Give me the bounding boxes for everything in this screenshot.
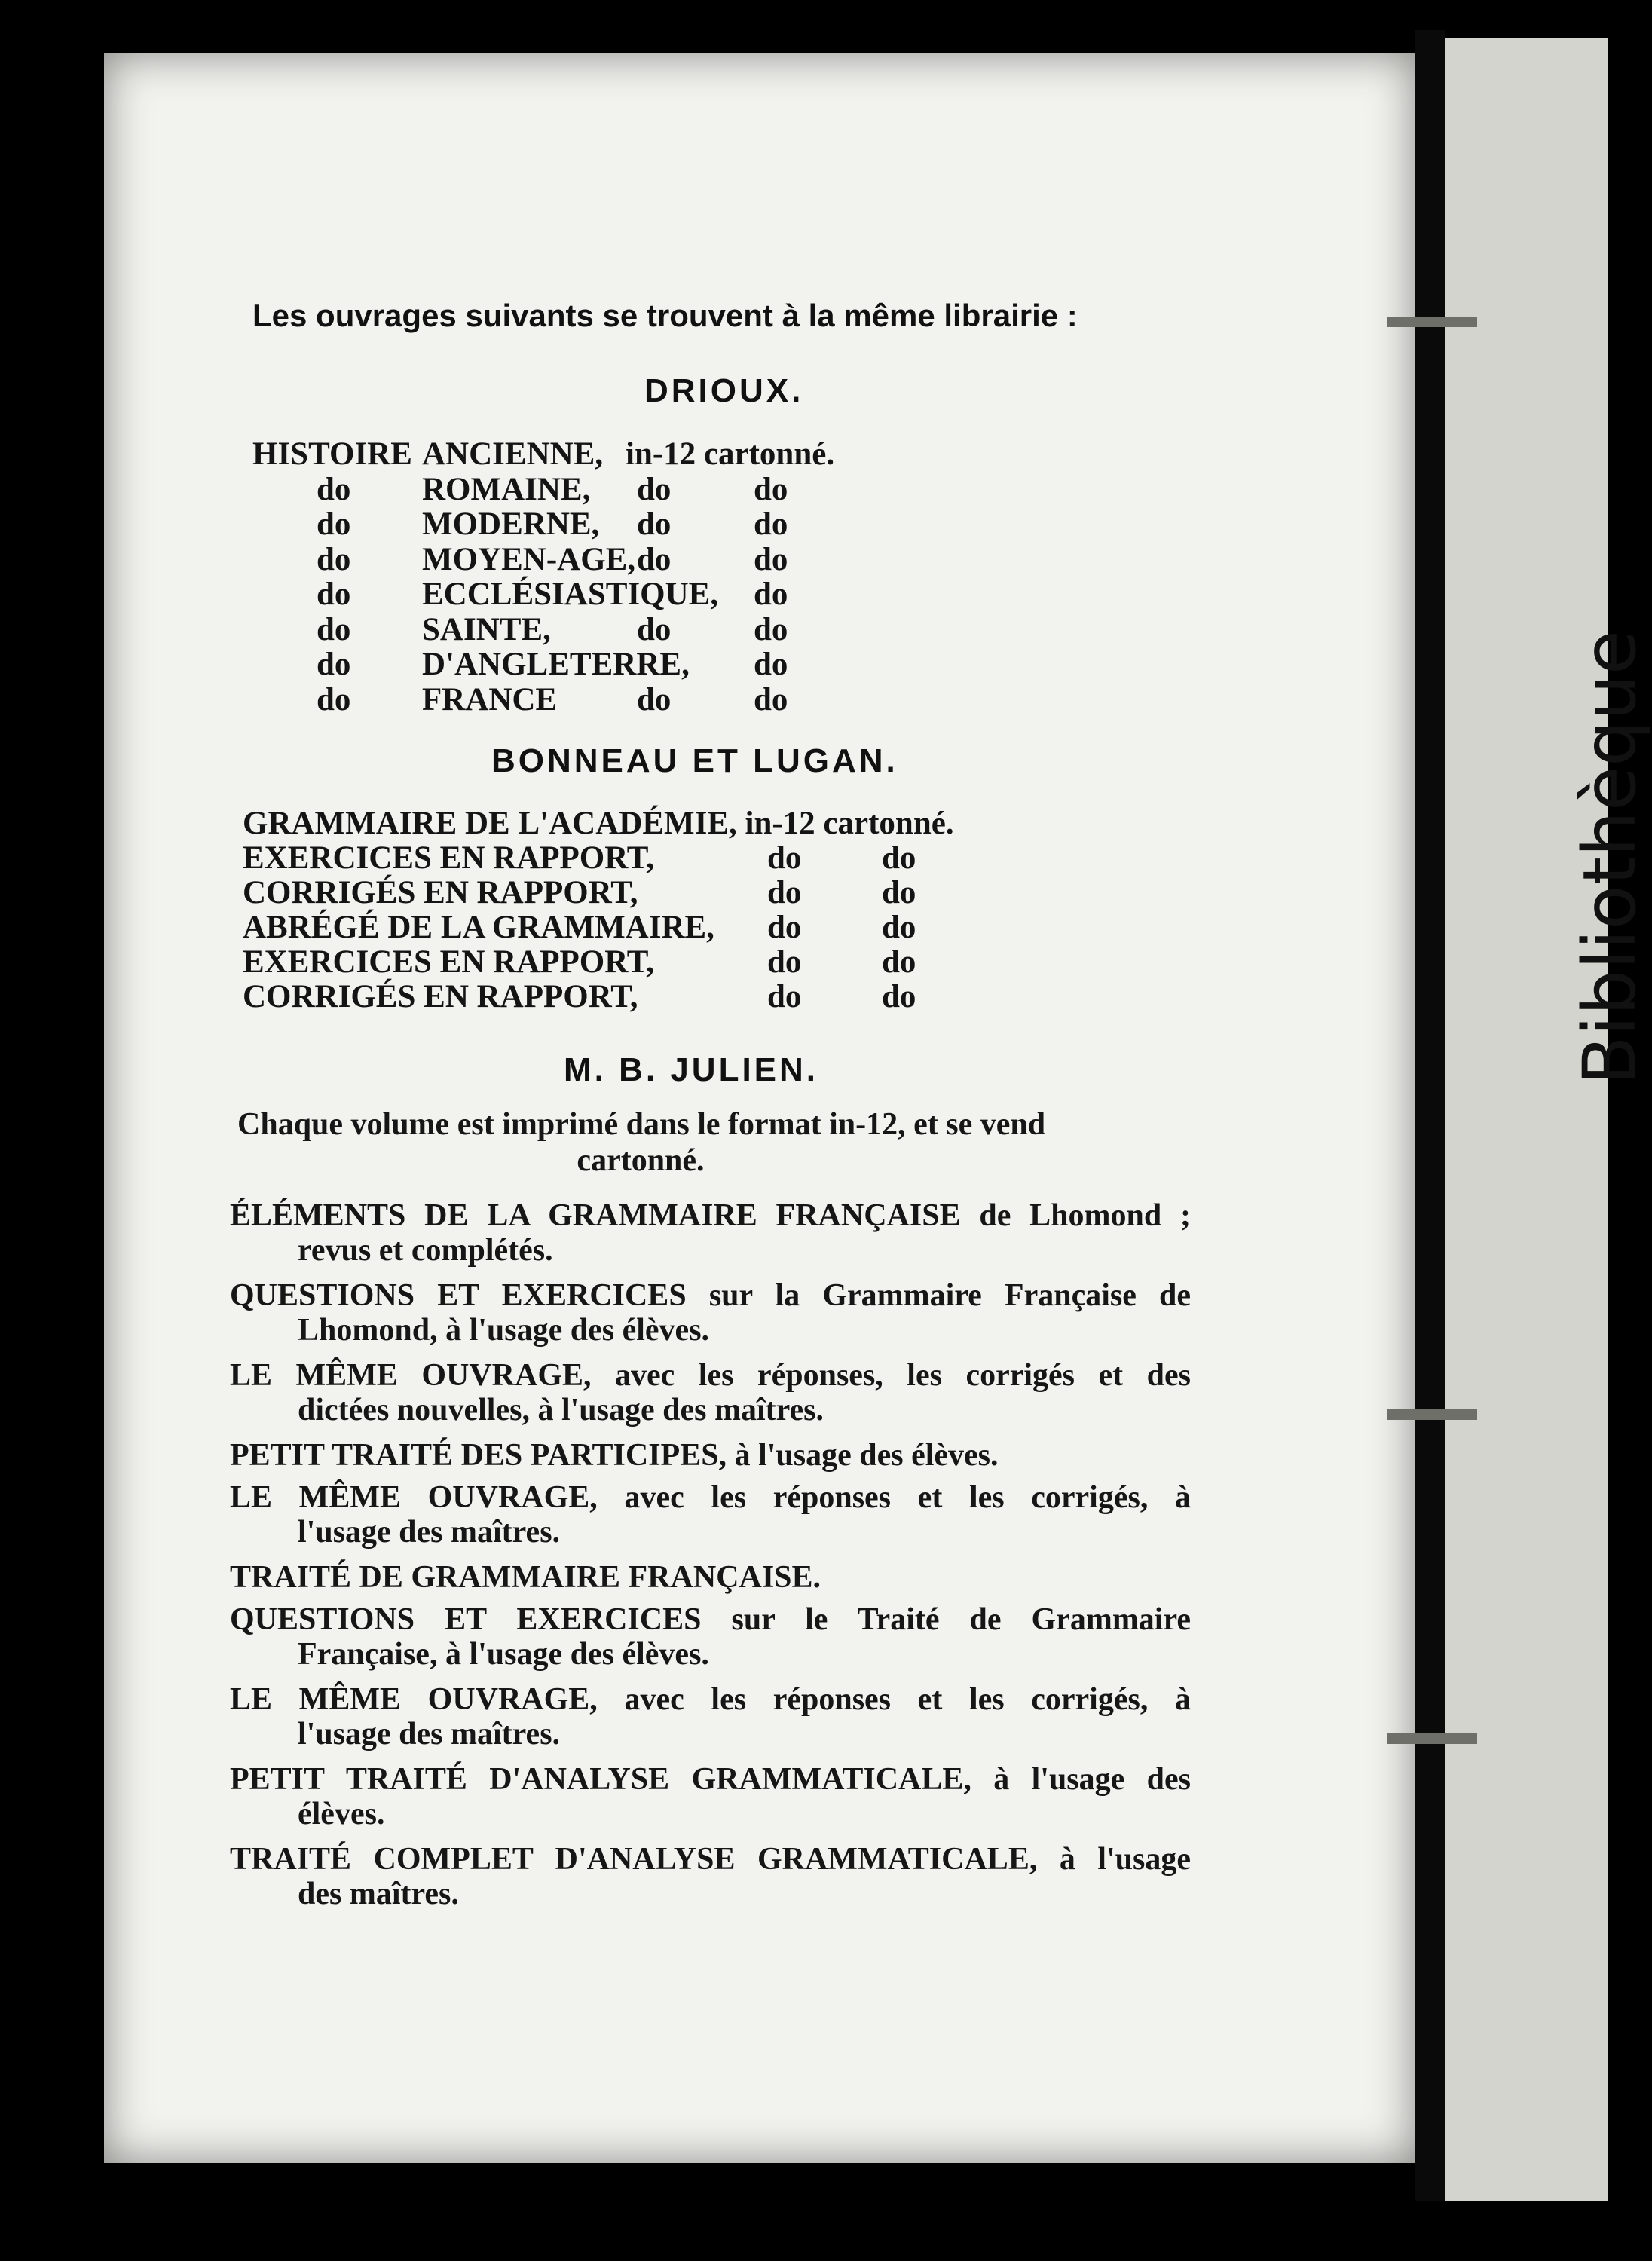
entry-rest: avec les réponses et les corrigés, à: [597, 1480, 1191, 1515]
row-col-a: EXERCICES EN RAPPORT,: [243, 944, 655, 980]
entry-continuation: Lhomond, à l'usage des élèves.: [298, 1313, 710, 1348]
row-col-d: do: [882, 979, 916, 1014]
entry-first-line: [230, 1682, 1191, 1717]
entry-continuation: l'usage des maîtres.: [298, 1515, 561, 1550]
list-item: [230, 1438, 1191, 1473]
list-item: [230, 1602, 1191, 1672]
intro-line: Les ouvrages suivants se trouvent à la même librairie :: [252, 298, 1078, 333]
entry-first-line: [230, 1278, 1191, 1313]
row-col-c: do: [767, 875, 802, 910]
entry-head: TRAITÉ COMPLET D'ANALYSE GRAMMATICALE,: [230, 1842, 1038, 1877]
library-stamp: Bibliothèque: [1568, 630, 1652, 1085]
row-col-c: do: [637, 681, 672, 717]
entry-head: PETIT TRAITÉ DES PARTICIPES,: [230, 1438, 727, 1473]
row-col-a: EXERCICES EN RAPPORT,: [243, 840, 655, 876]
entry-first-line: [230, 1438, 1191, 1473]
table-row: [0, 805, 1281, 841]
format-note-line2: cartonné.: [577, 1143, 705, 1178]
binding-thread: [1387, 317, 1477, 327]
table-row: [0, 576, 1281, 612]
book-spine: [1415, 30, 1446, 2201]
row-col-a: do: [317, 577, 351, 612]
entry-head: LE MÊME OUVRAGE,: [230, 1682, 598, 1717]
table-row: [0, 436, 1281, 472]
list-item: [230, 1480, 1191, 1550]
table-row: [0, 874, 1281, 910]
row-col-b: ANCIENNE,: [422, 436, 604, 472]
entry-continuation: l'usage des maîtres.: [298, 1717, 561, 1752]
row-col-a: do: [317, 541, 351, 577]
entry-head: LE MÊME OUVRAGE,: [230, 1358, 592, 1393]
row-col-c: do: [637, 506, 672, 542]
row-col-a: do: [317, 471, 351, 507]
row-col-a: CORRIGÉS EN RAPPORT,: [243, 979, 638, 1014]
row-col-d: do: [754, 471, 788, 507]
row-col-a: do: [317, 647, 351, 682]
entry-head: ÉLÉMENTS DE LA GRAMMAIRE FRANÇAISE: [230, 1198, 961, 1233]
row-col-b: SAINTE,: [422, 611, 551, 647]
section-title-julien: M. B. JULIEN.: [564, 1051, 819, 1088]
row-col-c: do: [637, 471, 672, 507]
row-col-d: do: [754, 506, 788, 542]
row-col-a: CORRIGÉS EN RAPPORT,: [243, 875, 638, 910]
row-col-c: do: [637, 541, 672, 577]
table-row: [0, 646, 1281, 682]
entry-rest: à l'usage des: [971, 1762, 1191, 1797]
table-row: [0, 840, 1281, 876]
entry-first-line: [230, 1358, 1191, 1393]
entry-continuation: des maîtres.: [298, 1877, 459, 1911]
list-item: [230, 1842, 1191, 1911]
row-col-b: ROMAINE,: [422, 471, 591, 507]
section-title-drioux: DRIOUX.: [644, 372, 804, 409]
entry-rest: de Lhomond ;: [960, 1198, 1191, 1233]
entry-first-line: [230, 1480, 1191, 1515]
row-col-a: HISTOIRE: [252, 436, 412, 472]
entry-head: QUESTIONS ET EXERCICES: [230, 1278, 687, 1313]
entry-continuation: élèves.: [298, 1797, 385, 1831]
row-col-a: do: [317, 611, 351, 647]
row-col-d: do: [882, 875, 916, 910]
entry-head: PETIT TRAITÉ D'ANALYSE GRAMMATICALE,: [230, 1762, 971, 1797]
entry-rest: sur la Grammaire Française de: [686, 1278, 1191, 1313]
format-note-line1: Chaque volume est imprimé dans le format in-12, et se vend: [237, 1107, 1046, 1142]
row-col-c: do: [637, 611, 672, 647]
table-row: [0, 978, 1281, 1014]
table-row: [0, 541, 1281, 577]
row-col-b: MOYEN-AGE,: [422, 541, 636, 577]
row-col-c: do: [767, 979, 802, 1014]
section-title-bonneau: BONNEAU ET LUGAN.: [491, 742, 898, 779]
entry-first-line: [230, 1198, 1191, 1233]
binding-thread: [1387, 1733, 1477, 1744]
table-row: [0, 909, 1281, 945]
row-col-d: do: [754, 541, 788, 577]
entry-rest: à l'usage des élèves.: [727, 1438, 999, 1473]
row-col-d: do: [754, 611, 788, 647]
entry-first-line: [230, 1602, 1191, 1637]
entry-rest: sur le Traité de Grammaire: [701, 1602, 1191, 1637]
row-col-b: ECCLÉSIASTIQUE,: [422, 577, 719, 612]
entry-head: QUESTIONS ET EXERCICES: [230, 1602, 702, 1637]
list-item: [230, 1358, 1191, 1427]
row-col-d: do: [754, 647, 788, 682]
row-col-d: do: [754, 681, 788, 717]
entry-rest: à l'usage: [1037, 1842, 1192, 1877]
row-col-a: do: [317, 681, 351, 717]
row-col-a: GRAMMAIRE DE L'ACADÉMIE, in-12 cartonné.: [243, 806, 954, 841]
format-note: [237, 1106, 1195, 1179]
row-col-b: D'ANGLETERRE,: [422, 647, 690, 682]
row-col-a: ABRÉGÉ DE LA GRAMMAIRE,: [243, 910, 714, 945]
table-row: [0, 681, 1281, 717]
list-item: [230, 1560, 1191, 1595]
row-col-d: do: [882, 944, 916, 980]
entry-head: LE MÊME OUVRAGE,: [230, 1480, 598, 1515]
table-row: [0, 506, 1281, 542]
row-col-a: do: [317, 506, 351, 542]
list-item: [230, 1682, 1191, 1752]
entry-first-line: [230, 1842, 1191, 1877]
row-col-d: do: [754, 577, 788, 612]
table-row: [0, 611, 1281, 647]
entry-head: TRAITÉ DE GRAMMAIRE FRANÇAISE.: [230, 1560, 821, 1595]
table-row: [0, 944, 1281, 980]
list-item: [230, 1198, 1191, 1268]
row-col-c: in-12 cartonné.: [626, 436, 835, 472]
entry-continuation: revus et complétés.: [298, 1233, 553, 1268]
row-col-c: do: [767, 944, 802, 980]
row-col-b: FRANCE: [422, 681, 558, 717]
entry-continuation: dictées nouvelles, à l'usage des maîtres.: [298, 1393, 824, 1427]
row-col-c: do: [767, 840, 802, 876]
row-col-d: do: [882, 910, 916, 945]
binding-thread: [1387, 1409, 1477, 1420]
table-row: [0, 471, 1281, 507]
row-col-c: do: [767, 910, 802, 945]
list-item: [230, 1278, 1191, 1348]
row-col-b: MODERNE,: [422, 506, 600, 542]
facing-page: [1446, 38, 1608, 2201]
entry-rest: avec les réponses, les corrigés et des: [591, 1358, 1191, 1393]
entry-first-line: [230, 1762, 1191, 1797]
entry-continuation: Française, à l'usage des élèves.: [298, 1637, 709, 1672]
row-col-d: do: [882, 840, 916, 876]
entry-rest: avec les réponses et les corrigés, à: [597, 1682, 1191, 1717]
entry-first-line: [230, 1560, 1191, 1595]
list-item: [230, 1762, 1191, 1831]
